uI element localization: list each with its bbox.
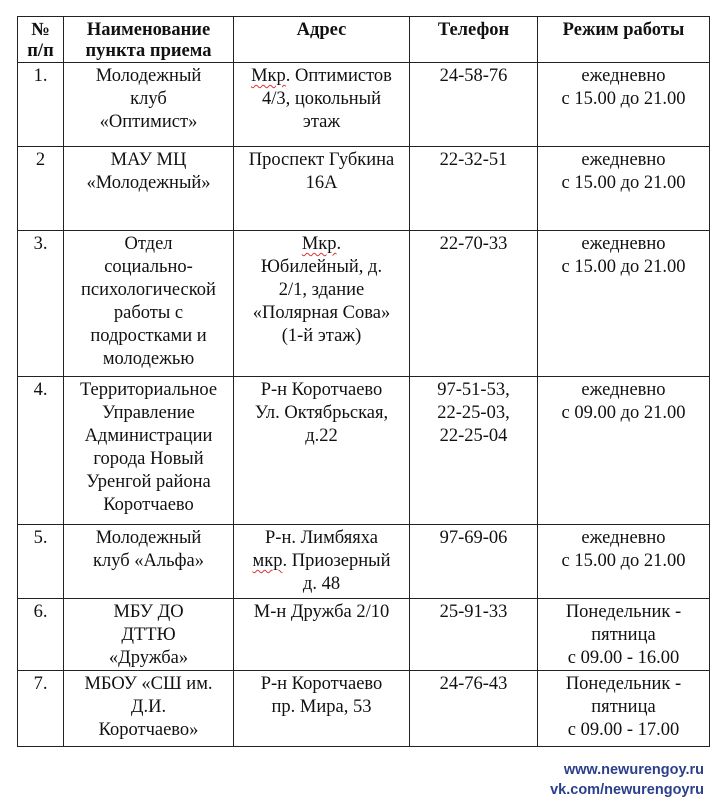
row-hours: ежедневно с 15.00 до 21.00 xyxy=(538,63,710,147)
table-row xyxy=(18,599,710,671)
address-rest: . Юбилейный, д. 2/1, здание «Полярная Сова» (1-й этаж) xyxy=(252,234,391,346)
address-spellcheck-word: мкр xyxy=(252,551,283,571)
address-spellcheck-word: Мкр xyxy=(251,66,286,86)
row-address xyxy=(234,525,410,599)
row-number: 3. xyxy=(18,231,64,377)
header-number: № п/п xyxy=(18,17,64,63)
address-prefix: Р-н. Лимбяяха xyxy=(265,528,378,548)
address-rest: Р-н Коротчаево Ул. Октябрьская, д.22 xyxy=(254,380,389,446)
header-row xyxy=(18,17,710,63)
header-phone: Телефон xyxy=(410,17,538,63)
row-address xyxy=(234,231,410,377)
row-address xyxy=(234,671,410,747)
row-phone: 97-69-06 xyxy=(410,525,538,599)
row-number: 1. xyxy=(18,63,64,147)
row-number: 5. xyxy=(18,525,64,599)
table-row xyxy=(18,377,710,525)
header-address: Адрес xyxy=(234,17,410,63)
row-hours: ежедневно с 15.00 до 21.00 xyxy=(538,525,710,599)
row-hours: Понедельник - пятница с 09.00 - 17.00 xyxy=(538,671,710,747)
table-row xyxy=(18,671,710,747)
row-address xyxy=(234,63,410,147)
reception-points-table xyxy=(17,16,710,747)
row-hours: ежедневно с 09.00 до 21.00 xyxy=(538,377,710,525)
footer-site-link[interactable]: www.newurengoy.ru xyxy=(563,762,704,778)
address-spellcheck-word: Мкр xyxy=(301,234,337,254)
address-rest: М-н Дружба 2/10 xyxy=(253,602,390,622)
row-hours: ежедневно с 15.00 до 21.00 xyxy=(538,147,710,231)
row-number: 4. xyxy=(18,377,64,525)
row-address xyxy=(234,599,410,671)
row-phone: 24-58-76 xyxy=(410,63,538,147)
row-name: Молодежный клуб «Оптимист» xyxy=(64,63,234,147)
row-phone: 22-32-51 xyxy=(410,147,538,231)
header-name: Наименование пункта приема xyxy=(64,17,234,63)
row-address xyxy=(234,147,410,231)
row-number: 7. xyxy=(18,671,64,747)
footer-vk-link[interactable]: vk.com/newurengoyru xyxy=(550,782,704,798)
row-hours: ежедневно с 15.00 до 21.00 xyxy=(538,231,710,377)
row-name: МАУ МЦ «Молодежный» xyxy=(64,147,234,231)
row-number: 2 xyxy=(18,147,64,231)
row-number: 6. xyxy=(18,599,64,671)
row-name: Молодежный клуб «Альфа» xyxy=(64,525,234,599)
table-row xyxy=(18,525,710,599)
address-rest: . Приозерный д. 48 xyxy=(282,551,391,594)
table-row xyxy=(18,147,710,231)
row-hours: Понедельник - пятница с 09.00 - 16.00 xyxy=(538,599,710,671)
row-address xyxy=(234,377,410,525)
row-phone: 22-70-33 xyxy=(410,231,538,377)
address-rest: . Оптимистов 4/3, цокольный этаж xyxy=(262,66,392,132)
row-name: МБОУ «СШ им. Д.И. Коротчаево» xyxy=(64,671,234,747)
row-name: Территориальное Управление Администрации города Новый Уренгой района Коротчаево xyxy=(64,377,234,525)
table-row xyxy=(18,63,710,147)
address-rest: Р-н Коротчаево пр. Мира, 53 xyxy=(260,674,383,717)
table-row xyxy=(18,231,710,377)
address-rest: Проспект Губкина 16А xyxy=(248,150,395,193)
row-phone: 97-51-53, 22-25-03, 22-25-04 xyxy=(410,377,538,525)
row-name: Отдел социально- психологической работы с подростками и молодежью xyxy=(64,231,234,377)
row-phone: 25-91-33 xyxy=(410,599,538,671)
row-name: МБУ ДО ДТТЮ «Дружба» xyxy=(64,599,234,671)
row-phone: 24-76-43 xyxy=(410,671,538,747)
header-hours: Режим работы xyxy=(538,17,710,63)
